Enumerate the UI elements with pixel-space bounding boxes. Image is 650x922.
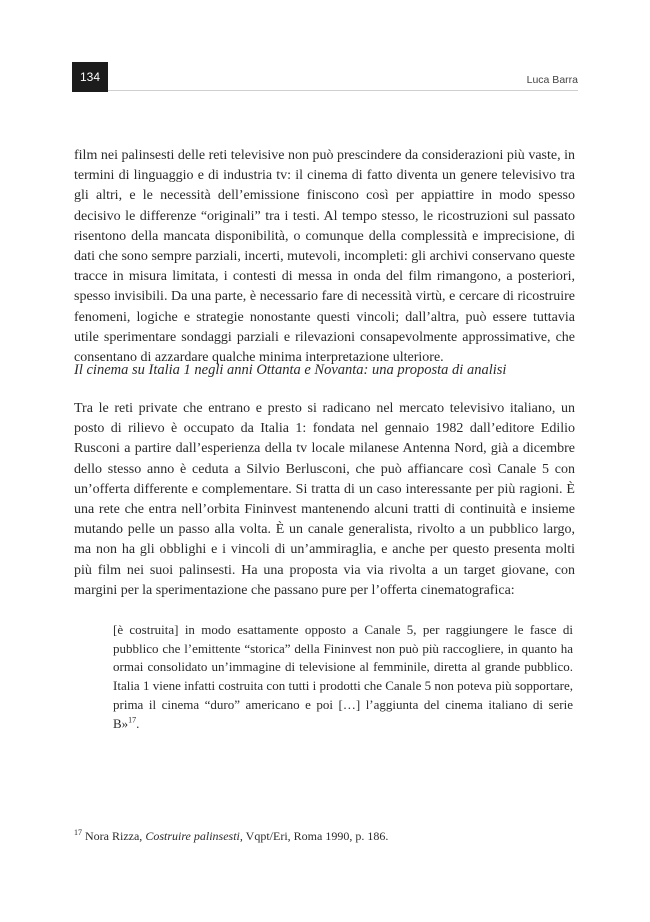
footnote (74, 829, 575, 844)
body-paragraph-1: film nei palinsesti delle reti televisive non può prescindere da considerazioni più vaste, in termini di linguaggio e di industria tv: il cinema di fatto diventa un genere televisivo tra gli altri, e le necessità dell’emissione finiscono così per appiattire in modo spesso decisivo le differenze “originali” tra i testi. Al tempo stesso, le ricostruzioni sul passato risentono della mancata disponibilità, o comunque della complessità e imprecisione, di dati che sono sempre parziali, incerti, mutevoli, incompleti: gli archivi conservano queste tracce in misura limitata, i contesti di messa in onda del film rimangono, a posteriori, spesso invisibili. Da una parte, è necessario fare di necessità virtù, e cercare di ricostruire fenomeni, logiche e strategie nonostante questi vincoli; dall’altra, può essere tuttavia utile sperimentare sondaggi parziali e rilevazioni consapevolmente approssimative, che consentano di azzardare qualche minima interpretazione ulteriore. (74, 148, 575, 366)
body-paragraph-2: Tra le reti private che entrano e presto si radicano nel mercato televisivo italiano, un posto di rilievo è occupato da Italia 1: fondata nel gennaio 1982 dall’editore Edilio Rusconi a partire dall’esperienza della tv locale milanese Antenna Nord, già a dicembre dello stesso anno è ceduta a Silvio Berlusconi, che può affiancare così Canale 5 con un’offerta differente e complementare. Si tratta di un caso interessante per più ragioni. È una rete che entra nell’orbita Fininvest mantenendo alcuni tratti di continuità e insieme mutando pelle un passo alla volta. È un canale generalista, rivolto a un pubblico largo, ma non ha gli obblighi e i vincoli di un’ammiraglia, e anche per questo presenta molti più film nei suoi palinsesti. Ha una proposta via via rivolta a un target giovane, con margini per la sperimentazione che passano pure per l’offerta cinematografica: (74, 401, 575, 598)
section-heading: Il cinema su Italia 1 negli anni Ottanta e Novanta: una proposta di analisi (74, 362, 507, 378)
page-number: 134 (72, 62, 108, 92)
block-quote (113, 621, 573, 733)
footnote-details: Vqpt/Eri, Roma 1990, p. 186. (242, 829, 389, 843)
footnote-reference: 17 (128, 715, 137, 725)
block-quote-text: [è costruita] in modo esattamente opposto a Canale 5, per raggiungere le fasce di pubblico che l’emittente “storica” della Fininvest non può più raccogliere, in quanto ha ormai consolidato un’immagine di televisione al femminile, diretta al grande pubblico. Italia 1 viene infatti costruita con tutti i prodotti che Canale 5 non poteva più sopportare, prima il cinema “duro” americano e poi […] l’aggiunta del cinema italiano di serie B» (113, 622, 573, 731)
running-header-author: Luca Barra (526, 74, 578, 86)
quote-end-period: . (136, 715, 140, 731)
footnote-title: Costruire palinsesti, (145, 829, 243, 843)
footnote-number: 17 (74, 828, 82, 837)
footnote-author: Nora Rizza, (82, 829, 146, 843)
header-divider (108, 90, 578, 91)
